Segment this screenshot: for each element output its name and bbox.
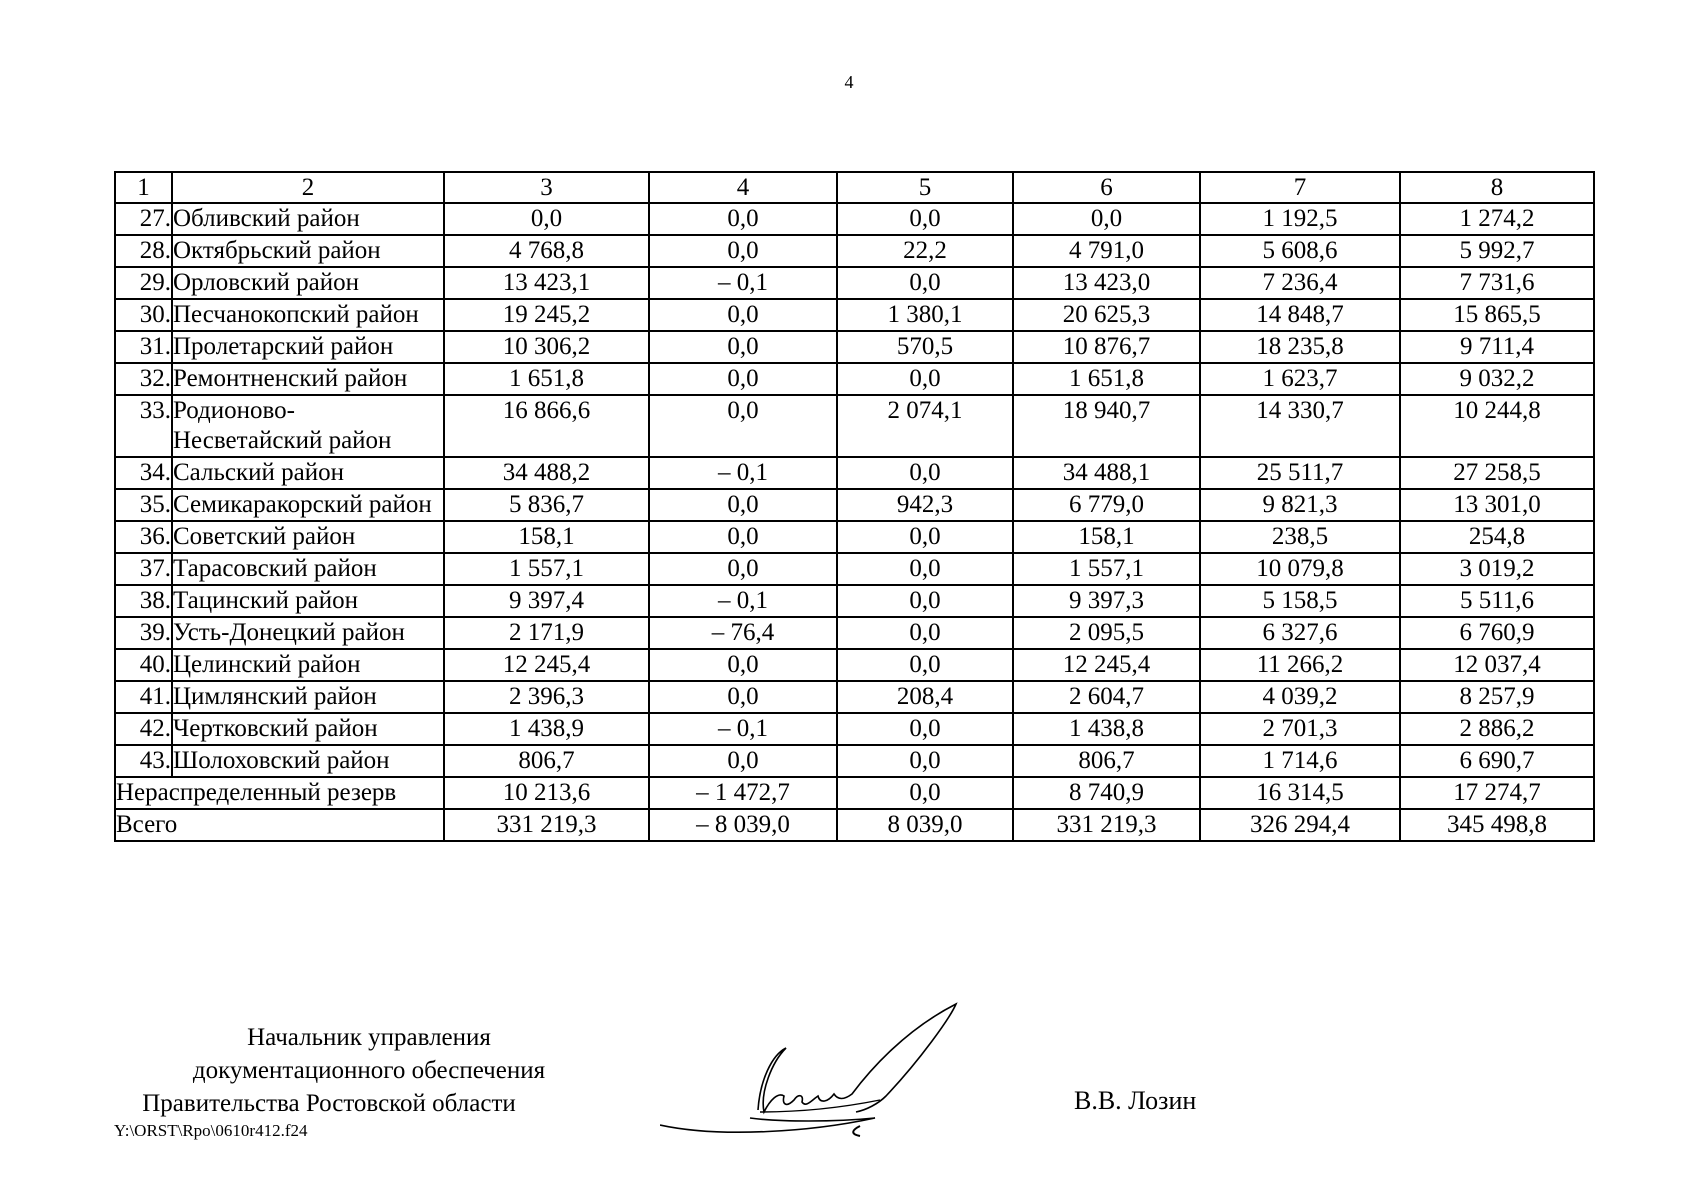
value-cell-c7: 326 294,4 — [1200, 809, 1400, 841]
value-cell-c3: 10 213,6 — [444, 777, 649, 809]
value-cell-c7: 2 701,3 — [1200, 713, 1400, 745]
district-name: Октябрьский район — [172, 235, 444, 267]
value-cell-c4: 0,0 — [649, 649, 837, 681]
value-cell-c4: – 76,4 — [649, 617, 837, 649]
value-cell-c8: 345 498,8 — [1400, 809, 1594, 841]
value-cell-c6: 1 438,8 — [1013, 713, 1200, 745]
value-cell-c7: 11 266,2 — [1200, 649, 1400, 681]
value-cell-c6: 1 557,1 — [1013, 553, 1200, 585]
value-cell-c5: 1 380,1 — [837, 299, 1013, 331]
position-line-3: Правительства Ростовской области — [142, 1090, 516, 1117]
table-row — [115, 395, 1594, 457]
value-cell-c4: 0,0 — [649, 521, 837, 553]
value-cell-c6: 10 876,7 — [1013, 331, 1200, 363]
row-number: 40. — [115, 649, 172, 681]
value-cell-c5: 0,0 — [837, 521, 1013, 553]
value-cell-c3: 1 438,9 — [444, 713, 649, 745]
row-number: 28. — [115, 235, 172, 267]
district-name: Цимлянский район — [172, 681, 444, 713]
column-header-8: 8 — [1400, 172, 1594, 203]
budget-table — [114, 171, 1595, 842]
value-cell-c5: 0,0 — [837, 457, 1013, 489]
value-cell-c8: 12 037,4 — [1400, 649, 1594, 681]
value-cell-c8: 9 032,2 — [1400, 363, 1594, 395]
value-cell-c3: 34 488,2 — [444, 457, 649, 489]
value-cell-c7: 4 039,2 — [1200, 681, 1400, 713]
row-number: 42. — [115, 713, 172, 745]
table-row — [115, 617, 1594, 649]
value-cell-c4: 0,0 — [649, 395, 837, 457]
district-name: Советский район — [172, 521, 444, 553]
value-cell-c3: 0,0 — [444, 203, 649, 235]
district-name: Шолоховский район — [172, 745, 444, 777]
value-cell-c6: 13 423,0 — [1013, 267, 1200, 299]
table-row — [115, 585, 1594, 617]
value-cell-c8: 6 760,9 — [1400, 617, 1594, 649]
value-cell-c7: 1 623,7 — [1200, 363, 1400, 395]
value-cell-c4: 0,0 — [649, 681, 837, 713]
table-row — [115, 457, 1594, 489]
table-row — [115, 267, 1594, 299]
column-header-6: 6 — [1013, 172, 1200, 203]
value-cell-c7: 9 821,3 — [1200, 489, 1400, 521]
value-cell-c7: 10 079,8 — [1200, 553, 1400, 585]
value-cell-c6: 18 940,7 — [1013, 395, 1200, 457]
column-header-5: 5 — [837, 172, 1013, 203]
value-cell-c5: 22,2 — [837, 235, 1013, 267]
row-number: 39. — [115, 617, 172, 649]
value-cell-c8: 1 274,2 — [1400, 203, 1594, 235]
table-row — [115, 203, 1594, 235]
value-cell-c6: 2 604,7 — [1013, 681, 1200, 713]
value-cell-c8: 9 711,4 — [1400, 331, 1594, 363]
value-cell-c5: 0,0 — [837, 617, 1013, 649]
row-number: 29. — [115, 267, 172, 299]
value-cell-c6: 6 779,0 — [1013, 489, 1200, 521]
value-cell-c5: 8 039,0 — [837, 809, 1013, 841]
value-cell-c5: 2 074,1 — [837, 395, 1013, 457]
value-cell-c7: 5 608,6 — [1200, 235, 1400, 267]
table-row — [115, 553, 1594, 585]
value-cell-c3: 4 768,8 — [444, 235, 649, 267]
district-name: Чертковский район — [172, 713, 444, 745]
value-cell-c8: 2 886,2 — [1400, 713, 1594, 745]
value-cell-c8: 5 992,7 — [1400, 235, 1594, 267]
value-cell-c5: 0,0 — [837, 267, 1013, 299]
signer-name: В.В. Лозин — [1074, 1086, 1197, 1115]
table-row — [115, 299, 1594, 331]
value-cell-c8: 5 511,6 — [1400, 585, 1594, 617]
table-row — [115, 745, 1594, 777]
district-name: Целинский район — [172, 649, 444, 681]
district-name: Орловский район — [172, 267, 444, 299]
value-cell-c6: 0,0 — [1013, 203, 1200, 235]
district-name: Тацинский район — [172, 585, 444, 617]
value-cell-c7: 18 235,8 — [1200, 331, 1400, 363]
row-number: 34. — [115, 457, 172, 489]
column-header-4: 4 — [649, 172, 837, 203]
column-header-7: 7 — [1200, 172, 1400, 203]
value-cell-c5: 942,3 — [837, 489, 1013, 521]
value-cell-c5: 0,0 — [837, 585, 1013, 617]
value-cell-c6: 34 488,1 — [1013, 457, 1200, 489]
value-cell-c8: 17 274,7 — [1400, 777, 1594, 809]
value-cell-c7: 6 327,6 — [1200, 617, 1400, 649]
reserve-row-label: Нераспределенный резерв — [115, 777, 444, 809]
value-cell-c6: 2 095,5 — [1013, 617, 1200, 649]
value-cell-c3: 331 219,3 — [444, 809, 649, 841]
row-number: 30. — [115, 299, 172, 331]
value-cell-c7: 14 848,7 — [1200, 299, 1400, 331]
table-row — [115, 235, 1594, 267]
file-path: Y:\ORST\Rpo\0610r412.f24 — [114, 1121, 308, 1140]
value-cell-c6: 20 625,3 — [1013, 299, 1200, 331]
value-cell-c6: 12 245,4 — [1013, 649, 1200, 681]
page-number: 4 — [844, 72, 854, 92]
value-cell-c4: – 0,1 — [649, 267, 837, 299]
value-cell-c4: – 0,1 — [649, 585, 837, 617]
value-cell-c8: 13 301,0 — [1400, 489, 1594, 521]
value-cell-c3: 2 171,9 — [444, 617, 649, 649]
value-cell-c4: 0,0 — [649, 363, 837, 395]
value-cell-c5: 0,0 — [837, 363, 1013, 395]
value-cell-c4: – 0,1 — [649, 457, 837, 489]
value-cell-c6: 8 740,9 — [1013, 777, 1200, 809]
value-cell-c4: 0,0 — [649, 299, 837, 331]
value-cell-c3: 1 651,8 — [444, 363, 649, 395]
row-number: 32. — [115, 363, 172, 395]
value-cell-c7: 1 192,5 — [1200, 203, 1400, 235]
value-cell-c3: 5 836,7 — [444, 489, 649, 521]
value-cell-c6: 331 219,3 — [1013, 809, 1200, 841]
value-cell-c4: 0,0 — [649, 203, 837, 235]
value-cell-c4: 0,0 — [649, 489, 837, 521]
signature-block — [114, 1021, 584, 1120]
value-cell-c7: 238,5 — [1200, 521, 1400, 553]
column-header-3: 3 — [444, 172, 649, 203]
row-number: 37. — [115, 553, 172, 585]
value-cell-c8: 15 865,5 — [1400, 299, 1594, 331]
value-cell-c7: 7 236,4 — [1200, 267, 1400, 299]
value-cell-c3: 13 423,1 — [444, 267, 649, 299]
value-cell-c7: 16 314,5 — [1200, 777, 1400, 809]
value-cell-c3: 12 245,4 — [444, 649, 649, 681]
value-cell-c5: 570,5 — [837, 331, 1013, 363]
value-cell-c4: – 1 472,7 — [649, 777, 837, 809]
value-cell-c7: 5 158,5 — [1200, 585, 1400, 617]
value-cell-c8: 8 257,9 — [1400, 681, 1594, 713]
table-row — [115, 363, 1594, 395]
table-row — [115, 681, 1594, 713]
value-cell-c3: 10 306,2 — [444, 331, 649, 363]
value-cell-c3: 806,7 — [444, 745, 649, 777]
district-name: Песчанокопский район — [172, 299, 444, 331]
value-cell-c4: – 8 039,0 — [649, 809, 837, 841]
value-cell-c8: 254,8 — [1400, 521, 1594, 553]
value-cell-c6: 9 397,3 — [1013, 585, 1200, 617]
row-number: 33. — [115, 395, 172, 457]
district-name: Обливский район — [172, 203, 444, 235]
value-cell-c5: 0,0 — [837, 777, 1013, 809]
value-cell-c5: 0,0 — [837, 203, 1013, 235]
column-header-2: 2 — [172, 172, 444, 203]
value-cell-c5: 0,0 — [837, 713, 1013, 745]
value-cell-c4: 0,0 — [649, 553, 837, 585]
row-number: 27. — [115, 203, 172, 235]
district-name: Усть-Донецкий район — [172, 617, 444, 649]
value-cell-c4: 0,0 — [649, 331, 837, 363]
value-cell-c5: 208,4 — [837, 681, 1013, 713]
position-line-1: Начальник управления — [247, 1024, 491, 1051]
value-cell-c3: 1 557,1 — [444, 553, 649, 585]
value-cell-c7: 25 511,7 — [1200, 457, 1400, 489]
value-cell-c8: 10 244,8 — [1400, 395, 1594, 457]
total-row — [115, 809, 1594, 841]
value-cell-c5: 0,0 — [837, 745, 1013, 777]
header-row — [115, 172, 1594, 203]
column-header-1: 1 — [115, 172, 172, 203]
table-row — [115, 713, 1594, 745]
total-row-label: Всего — [115, 809, 444, 841]
handwritten-signature — [660, 1000, 990, 1145]
table-row — [115, 331, 1594, 363]
value-cell-c8: 3 019,2 — [1400, 553, 1594, 585]
district-name: Пролетарский район — [172, 331, 444, 363]
table-row — [115, 489, 1594, 521]
value-cell-c8: 27 258,5 — [1400, 457, 1594, 489]
value-cell-c3: 16 866,6 — [444, 395, 649, 457]
district-name: Родионово-Несветайский район — [172, 395, 444, 457]
district-name: Сальский район — [172, 457, 444, 489]
value-cell-c3: 158,1 — [444, 521, 649, 553]
row-number: 31. — [115, 331, 172, 363]
district-name: Семикаракорский район — [172, 489, 444, 521]
district-name: Ремонтненский район — [172, 363, 444, 395]
value-cell-c6: 4 791,0 — [1013, 235, 1200, 267]
value-cell-c5: 0,0 — [837, 649, 1013, 681]
value-cell-c3: 19 245,2 — [444, 299, 649, 331]
value-cell-c6: 158,1 — [1013, 521, 1200, 553]
value-cell-c8: 7 731,6 — [1400, 267, 1594, 299]
row-number: 43. — [115, 745, 172, 777]
value-cell-c3: 2 396,3 — [444, 681, 649, 713]
row-number: 41. — [115, 681, 172, 713]
reserve-row — [115, 777, 1594, 809]
value-cell-c7: 1 714,6 — [1200, 745, 1400, 777]
table-body — [115, 203, 1594, 841]
value-cell-c6: 806,7 — [1013, 745, 1200, 777]
table-row — [115, 521, 1594, 553]
value-cell-c4: 0,0 — [649, 235, 837, 267]
row-number: 35. — [115, 489, 172, 521]
district-name: Тарасовский район — [172, 553, 444, 585]
row-number: 36. — [115, 521, 172, 553]
value-cell-c7: 14 330,7 — [1200, 395, 1400, 457]
row-number: 38. — [115, 585, 172, 617]
table-row — [115, 649, 1594, 681]
value-cell-c4: – 0,1 — [649, 713, 837, 745]
position-line-2: документационного обеспечения — [192, 1057, 546, 1084]
value-cell-c6: 1 651,8 — [1013, 363, 1200, 395]
value-cell-c8: 6 690,7 — [1400, 745, 1594, 777]
value-cell-c5: 0,0 — [837, 553, 1013, 585]
value-cell-c4: 0,0 — [649, 745, 837, 777]
value-cell-c3: 9 397,4 — [444, 585, 649, 617]
